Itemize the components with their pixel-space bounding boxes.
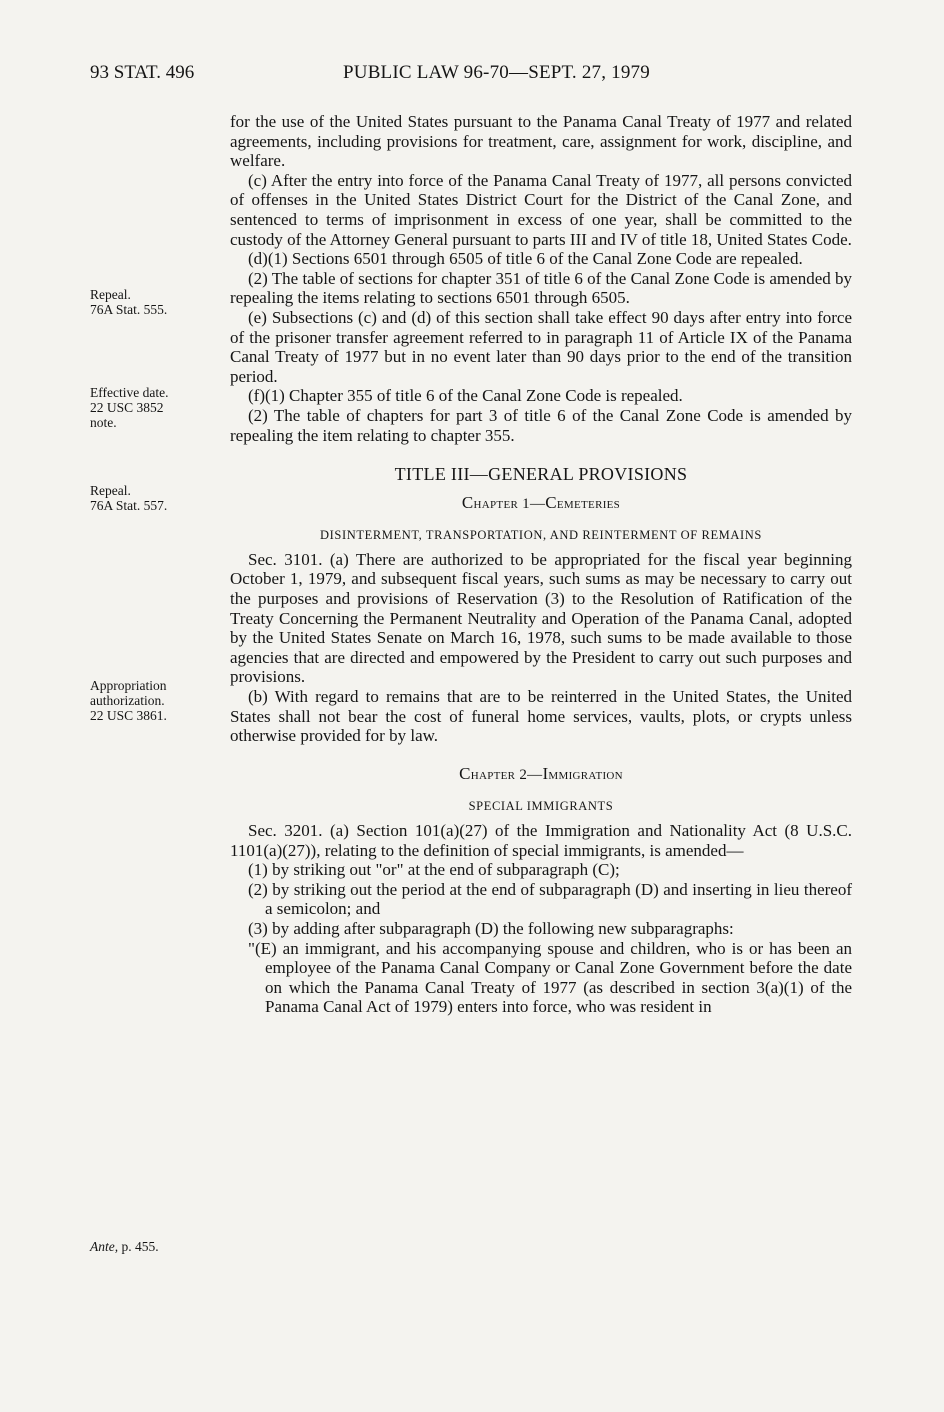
chapter-2-cap-2: I [542, 763, 549, 783]
paragraph-f2: (2) The table of chapters for part 3 of title 6 of the Canal Zone Code is amended by repealing the item relating to chapter 355. [230, 405, 852, 445]
chapter-1-text: hapter 1— [473, 495, 546, 512]
chapter-2-text-2: mmigration [548, 766, 623, 783]
margin-note-line: Effective date. [90, 385, 169, 400]
section-3101-a: Sec. 3101. (a) There are authorized to be appropriated for the fiscal year beginning October 1, 1979, and subsequent fiscal years, such sums as may be necessary to carry out the purposes and provisions of Reservation (3) to the Resolution of Ratification of the Treaty Concerning the Permanent Neutrality and Operation of the Panama Canal, adopted by the United States Senate on March 16, 1978, such sums to be made available to those agencies that are directed and empowered by the President to carry out such purposes and provisions. [230, 549, 852, 687]
margin-note-effective-date [90, 385, 168, 430]
margin-note-line: 76A Stat. 555. [90, 302, 168, 317]
margin-note-line: Appropriation [90, 678, 167, 693]
margin-note-line: authorization. [90, 693, 165, 708]
running-header: PUBLIC LAW 96-70—SEPT. 27, 1979 [343, 62, 650, 83]
margin-note-repeal-2 [90, 483, 167, 513]
margin-note-line: 76A Stat. 557. [90, 498, 168, 513]
margin-note-repeal-1 [90, 287, 167, 317]
chapter-2-heading [230, 764, 852, 786]
margin-note-ante-word: Ante, [90, 1239, 119, 1254]
title-heading: TITLE III—GENERAL PROVISIONS [394, 464, 688, 485]
paragraph-c: (c) After the entry into force of the Panama Canal Treaty of 1977, all persons convicted of offenses in the United States District Court for the District of the Canal Zone, and sentenced to terms of imprisonment in excess of one year, shall be committed to the custody of the Attorney General pursuant to parts III and IV of title 18, United States Code. [230, 170, 852, 249]
margin-note-ante [90, 1239, 159, 1254]
paragraph-d2: (2) The table of sections for chapter 351 of title 6 of the Canal Zone Code is amended by repealing the items relating to sections 6501 through 6505. [230, 268, 852, 308]
body-text [230, 112, 852, 1017]
page-citation: 93 STAT. 496 [90, 62, 195, 83]
chapter-1-cap-2: C [545, 492, 557, 512]
margin-note-line: 22 USC 3861. [90, 708, 167, 723]
chapter-1-cap: C [461, 492, 474, 512]
chapter-1-heading [230, 493, 852, 515]
margin-note-line: Repeal. [90, 287, 131, 302]
margin-note-line: Repeal. [90, 483, 131, 498]
chapter-2-text: hapter 2— [470, 766, 543, 783]
paragraph-e: (e) Subsections (c) and (d) of this section shall take effect 90 days after entry into force of the prisoner transfer agreement referred to in paragraph 11 of Article IX of the Panama Canal Treaty of 1977 but in no event later than 90 days prior to the end of the transition period. [230, 307, 852, 386]
paragraph-f1: (f)(1) Chapter 355 of title 6 of the Canal Zone Code is repealed. [248, 386, 683, 406]
section-3101-b: (b) With regard to remains that are to be reinterred in the United States, the United States shall not bear the cost of funeral home services, vaults, plots, or crypts unless otherwise provided for by law. [230, 687, 852, 746]
amendment-item-1: (1) by striking out "or" at the end of subparagraph (C); [248, 860, 620, 880]
section-subheading-special-immigrants: SPECIAL IMMIGRANTS [468, 799, 614, 814]
amendment-item-3: (3) by adding after subparagraph (D) the following new subparagraphs: [248, 918, 734, 938]
margin-note-ante-page: p. 455. [118, 1239, 159, 1254]
paragraph: for the use of the United States pursuant to the Panama Canal Treaty of 1977 and related agreements, including provisions for treatment, care, assignment for work, discipline, and welfare. [230, 112, 852, 171]
margin-note-line: 22 USC 3852 [90, 400, 164, 415]
chapter-2-cap: C [459, 763, 471, 783]
section-subheading-disinterment: DISINTERMENT, TRANSPORTATION, AND REINTERMENT OF REMAINS [320, 528, 762, 543]
subparagraph-e: "(E) an immigrant, and his accompanying spouse and children, who is or has been an employee of the Panama Canal Company or Canal Zone Government before the date on which the Panama Canal Treaty of 1977 (as described in section 3(a)(1) of the Panama Canal Act of 1979) enters into force, who was resident in [248, 938, 852, 1017]
section-3201-a: Sec. 3201. (a) Section 101(a)(27) of the Immigration and Nationality Act (8 U.S.C. 1101(a)(27)), relating to the definition of special immigrants, is amended— [230, 821, 852, 860]
margin-note-appropriation [90, 678, 167, 723]
paragraph-d1: (d)(1) Sections 6501 through 6505 of title 6 of the Canal Zone Code are repealed. [248, 249, 803, 269]
amendment-item-2: (2) by striking out the period at the end of subparagraph (D) and inserting in lieu thereof a semicolon; and [248, 879, 852, 919]
margin-note-line: note. [90, 415, 117, 430]
chapter-1-text-2: emeteries [556, 495, 621, 512]
